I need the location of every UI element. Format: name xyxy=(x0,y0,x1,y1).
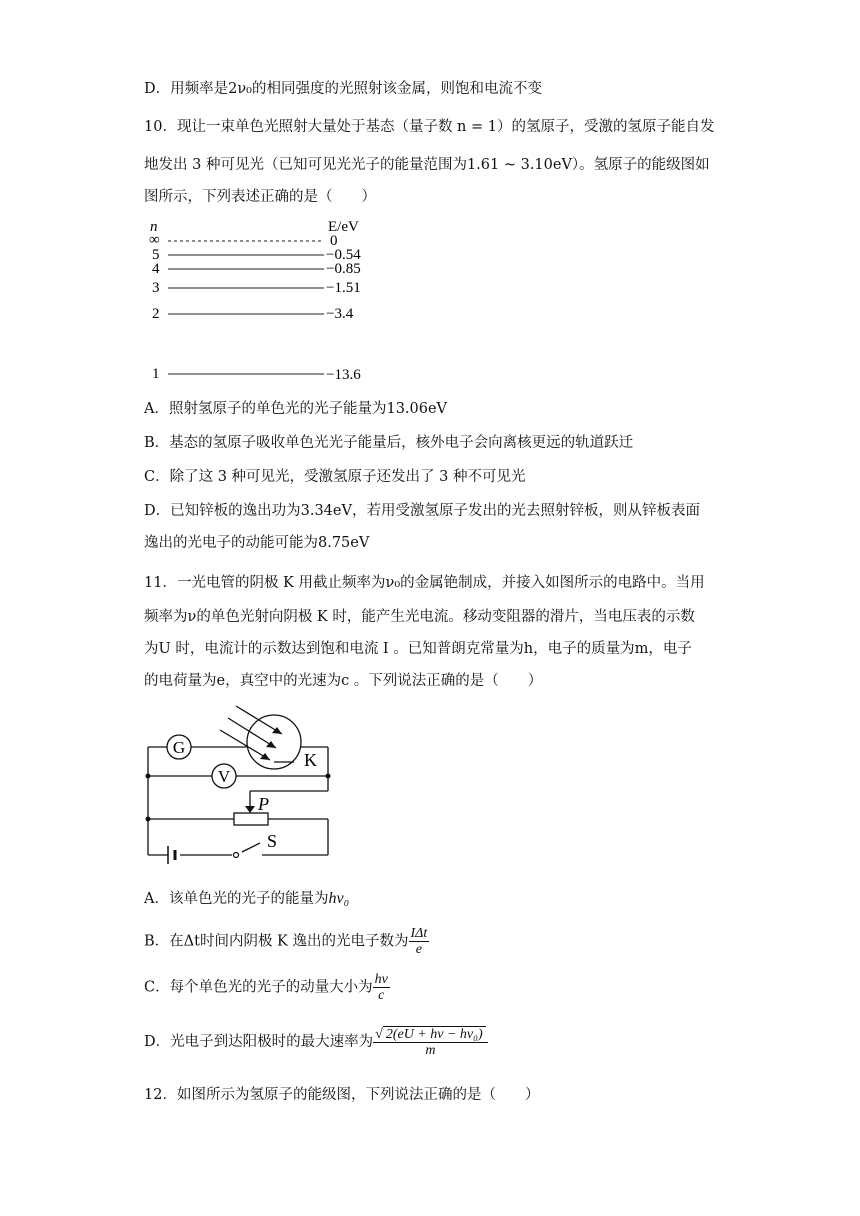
level-e-3: −1.51 xyxy=(326,280,361,296)
q11-b-denominator: e xyxy=(415,942,423,957)
level-n-4: 4 xyxy=(152,261,160,277)
photoelectric-circuit xyxy=(144,700,344,864)
q11-option-b xyxy=(144,926,429,957)
level-n-2: 2 xyxy=(152,306,160,322)
q10-stem-3: 图所示，下列表述正确的是（ ） xyxy=(144,189,376,205)
q11-option-a xyxy=(144,890,349,908)
n-header: n xyxy=(150,219,158,235)
phototube-circle xyxy=(247,715,301,769)
q12-stem: 12．如图所示为氢原子的能级图，下列说法正确的是（ ） xyxy=(144,1087,540,1103)
energy-level-diagram xyxy=(144,214,384,386)
voltmeter-label: V xyxy=(217,767,231,786)
level-e-inf: 0 xyxy=(330,233,338,249)
level-e-5: −0.54 xyxy=(326,247,361,263)
q11-option-d-text: D．光电子到达阳极时的最大速率为 xyxy=(144,1034,374,1050)
q10-stem-2: 地发出 3 种可见光（已知可见光光子的能量范围为1.61 ~ 3.10eV）。氢原子的能级图如 xyxy=(144,157,710,173)
galvanometer-label: G xyxy=(172,738,186,757)
q11-option-a-text: A．该单色光的光子的能量为 xyxy=(144,891,329,907)
q10-stem-1: 10．现让一束单色光照射大量处于基态（量子数 n = 1）的氢原子，受激的氢原子能自发 xyxy=(144,119,715,135)
q11-b-numerator: IΔt xyxy=(410,926,428,941)
level-n-inf: ∞ xyxy=(149,232,160,248)
switch-contact-left xyxy=(234,853,239,858)
q10-option-a: A．照射氢原子的单色光的光子能量为13.06eV xyxy=(144,401,448,417)
q11-option-c-text: C．每个单色光的光子的动量大小为 xyxy=(144,979,373,996)
q11-option-d xyxy=(144,1026,488,1058)
level-n-5: 5 xyxy=(152,247,160,263)
q11-option-d-fraction: $\frac{\text{√ 2(eU + hν − hν₀)}}{m}$ xyxy=(373,1026,488,1058)
q11-c-numerator: hν xyxy=(374,972,388,987)
level-n-3: 3 xyxy=(152,280,160,296)
q11-c-denominator: c xyxy=(378,988,385,1003)
cathode-label: K xyxy=(304,750,317,770)
q11-option-c xyxy=(144,972,390,1003)
q11-stem-2: 频率为ν的单色光射向阴极 K 时，能产生光电流。移动变阻器的滑片，当电压表的示数 xyxy=(144,609,695,625)
q11-option-a-math: hν₀ xyxy=(328,890,350,907)
q11-option-c-fraction xyxy=(373,972,390,1003)
q9-option-d: D．用频率是2ν₀的相同强度的光照射该金属，则饱和电流不变 xyxy=(144,81,542,97)
q10-option-d-2: 逸出的光电子的动能可能为8.75eV xyxy=(144,535,370,551)
q11-d-radicand: 2(eU + hν − hν₀) xyxy=(383,1026,486,1042)
slider-label: P xyxy=(258,794,269,814)
rheostat-body xyxy=(234,813,268,825)
q11-stem-1: 11．一光电管的阴极 K 用截止频率为ν₀的金属铯制成，并接入如图所示的电路中。当用 xyxy=(144,575,705,591)
q10-option-b: B．基态的氢原子吸收单色光光子能量后，核外电子会向离核更远的轨道跃迁 xyxy=(144,435,634,451)
level-e-4: −0.85 xyxy=(326,261,361,277)
q11-stem-4: 的电荷量为e，真空中的光速为c 。下列说法正确的是（ ） xyxy=(144,673,543,689)
q11-d-denominator: m xyxy=(425,1043,436,1058)
q11-option-b-text: B．在Δt时间内阴极 K 逸出的光电子数为 xyxy=(144,933,409,950)
q10-option-c: C．除了这 3 种可见光，受激氢原子还发出了 3 种不可见光 xyxy=(144,469,526,485)
q10-option-d-1: D．已知锌板的逸出功为3.34eV，若用受激氢原子发出的光去照射锌板，则从锌板表面 xyxy=(144,503,700,519)
level-e-2: −3.4 xyxy=(326,306,354,322)
slider-arrow-icon xyxy=(245,806,255,813)
switch-label: S xyxy=(267,831,278,851)
q11-option-b-fraction xyxy=(409,926,430,957)
e-header: E/eV xyxy=(328,219,359,235)
level-n-1: 1 xyxy=(152,366,160,382)
level-e-1: −13.6 xyxy=(326,367,361,383)
q11-stem-3: 为U 时，电流计的示数达到饱和电流 I 。已知普朗克常量为h，电子的质量为m，电子 xyxy=(144,641,692,657)
